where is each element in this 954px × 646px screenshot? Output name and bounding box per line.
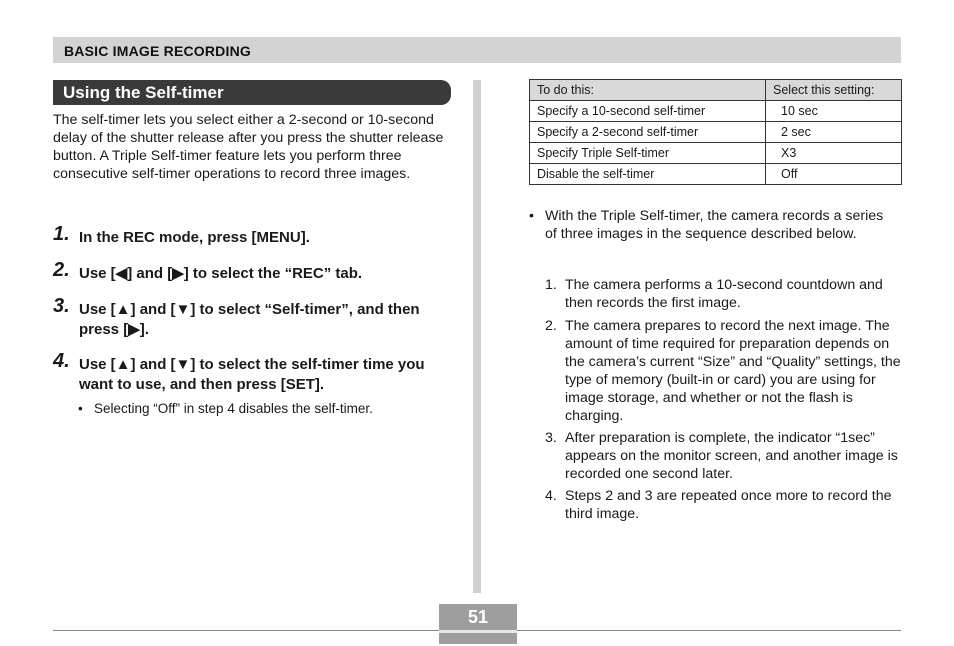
note-text: Selecting “Off” in step 4 disables the self-timer. — [94, 401, 373, 416]
bullet: • — [529, 208, 534, 224]
triple-note-text: With the Triple Self-timer, the camera records a series of three images in the sequence described below. — [545, 208, 884, 242]
item-number: 1. — [545, 277, 557, 293]
table-header-row — [530, 80, 902, 101]
item-number: 2. — [545, 318, 557, 334]
item-number: 4. — [545, 488, 557, 504]
step-number: 4. — [53, 350, 70, 372]
table-header: To do this: — [530, 80, 766, 101]
item-text: After preparation is complete, the indicator “1sec” appears on the monitor screen, and another image is recorded one second later. — [565, 430, 898, 482]
header-bar — [53, 37, 901, 63]
table-row — [530, 143, 902, 164]
step-text: Use [▲] and [▼] to select “Self-timer”, and then press [▶]. — [79, 301, 420, 338]
header-title: BASIC IMAGE RECORDING — [64, 43, 251, 59]
table-cell: Disable the self-timer — [530, 164, 766, 185]
page-number-box — [439, 604, 517, 644]
step-text: Use [▲] and [▼] to select the self-timer time you want to use, and then press [SET]. — [79, 356, 425, 393]
step-text: In the REC mode, press [MENU]. — [79, 229, 310, 246]
column-divider — [473, 80, 481, 593]
table-cell: 10 sec — [766, 101, 902, 122]
step-number: 1. — [53, 223, 70, 245]
step-number: 2. — [53, 259, 70, 281]
table-row — [530, 122, 902, 143]
table-cell: Off — [766, 164, 902, 185]
settings-table — [529, 79, 902, 185]
table-cell: Specify a 2-second self-timer — [530, 122, 766, 143]
step-text: Use [◀] and [▶] to select the “REC” tab. — [79, 265, 363, 282]
table-row — [530, 164, 902, 185]
section-heading — [53, 80, 451, 105]
step-number: 3. — [53, 295, 70, 317]
table-header: Select this setting: — [766, 80, 902, 101]
item-number: 3. — [545, 430, 557, 446]
table-cell: Specify Triple Self-timer — [530, 143, 766, 164]
step-note — [78, 400, 373, 417]
table-row — [530, 101, 902, 122]
table-cell: 2 sec — [766, 122, 902, 143]
item-text: The camera performs a 10-second countdown and then records the first image. — [565, 277, 883, 311]
table-cell: X3 — [766, 143, 902, 164]
bullet: • — [78, 401, 83, 416]
item-text: Steps 2 and 3 are repeated once more to record the third image. — [565, 488, 892, 522]
page-box-band — [439, 630, 517, 633]
item-text: The camera prepares to record the next image. The amount of time required for preparation depends on the camera’s current “Size” and “Quality” settings, the type of memory (built-in or card) you are using for image storage, and whether or not the flash is charging. — [565, 318, 901, 424]
intro-paragraph: The self-timer lets you select either a 2-second or 10-second delay of the shutter release after you press the shutter release button. A Triple Self-timer feature lets you perform three consecutive self-timer operations to record three images. — [53, 112, 444, 182]
page-number: 51 — [467, 607, 489, 627]
table-cell: Specify a 10-second self-timer — [530, 101, 766, 122]
section-title: Using the Self-timer — [63, 83, 224, 102]
